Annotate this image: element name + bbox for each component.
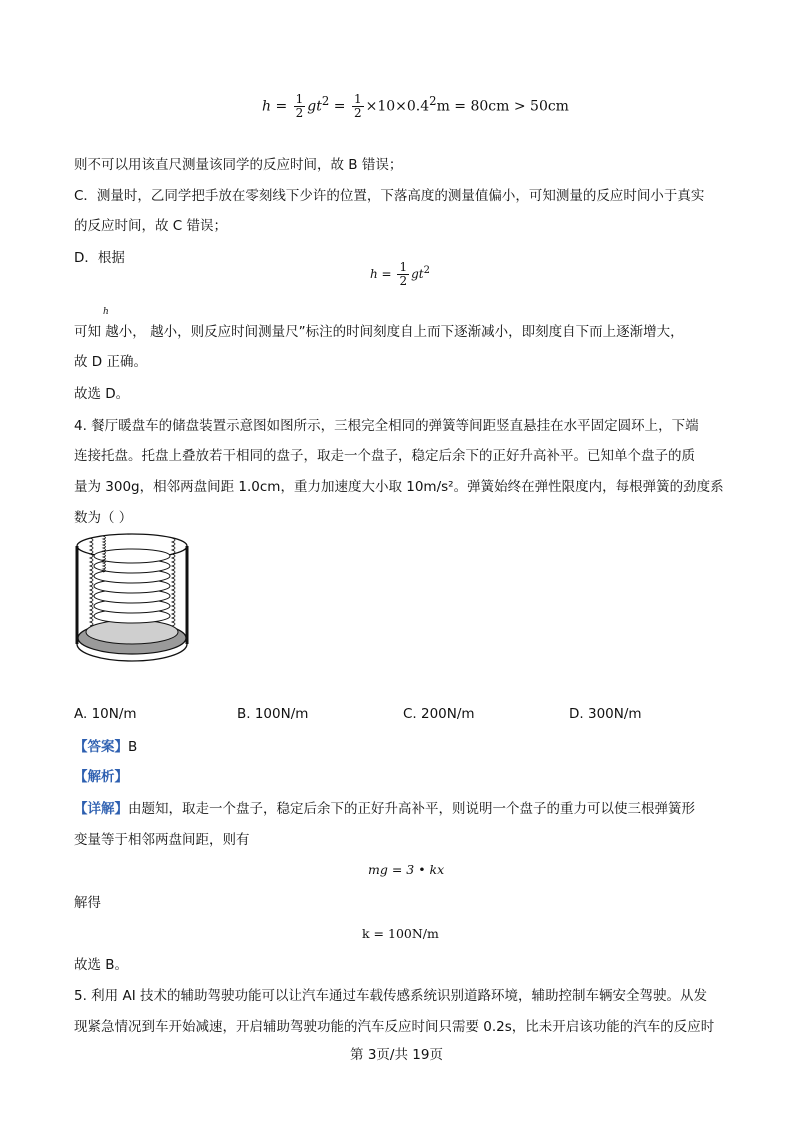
formula-h-half-gt2 xyxy=(370,261,430,288)
q4-line-3: 量为 300g，相邻两盘间距 1.0cm，重力加速度大小取 10m/s²。弹簧始终在弹性限度内，每根弹簧的劲度系 xyxy=(74,479,724,495)
q5-line-1: 5. 利用 AI 技术的辅助驾驶功能可以让汽车通过车载传感系统识别道路环境，辅助控制车辆安全驾驶。从发 xyxy=(74,988,707,1004)
formula2-gt: gt xyxy=(411,267,424,281)
q4-line-1: 4. 餐厅暖盘车的储盘装置示意图如图所示，三根完全相同的弹簧等间距竖直悬挂在水平固定圆环上，下端 xyxy=(74,418,699,434)
formula-eq: = xyxy=(329,98,350,115)
answer-tag: 【答案】 xyxy=(74,739,128,755)
fraction-half-3 xyxy=(397,261,409,288)
analysis-line xyxy=(74,767,128,787)
formula-sup: 2 xyxy=(321,93,330,108)
formula-tail: m = 80cm > 50cm xyxy=(436,98,569,115)
line-choose-b: 故选 B。 xyxy=(74,957,129,973)
option-a[interactable]: A. 10N/m xyxy=(74,706,137,722)
formula-sup2: 2 xyxy=(429,93,437,108)
option-d[interactable]: D. 300N/m xyxy=(569,706,642,722)
line-d-1: 可知 越小， 越小，则反应时间测量尺”标注的时间刻度自上而下逐渐减小，即刻度自下而上逐渐增大， xyxy=(74,324,684,340)
formula2-lhs: h = xyxy=(370,267,392,281)
formula2-sup: 2 xyxy=(423,265,430,276)
detail-tag: 【详解】 xyxy=(74,801,128,817)
formula-k-result: k = 100N/m xyxy=(362,926,439,941)
analysis-tag: 【解析】 xyxy=(74,769,128,785)
formula-mg-3kx: mg = 3 • kx xyxy=(368,862,445,877)
frac3-num: 1 xyxy=(399,260,408,274)
line-b-wrong: 则不可以用该直尺测量该同学的反应时间，故 B 错误； xyxy=(74,157,403,173)
line-c-1: C．测量时，乙同学把手放在零刻线下少许的位置，下落高度的测量值偏小，可知测量的反应时间小于真实 xyxy=(74,188,705,204)
answer-line xyxy=(74,737,137,757)
option-b[interactable]: B. 100N/m xyxy=(237,706,309,722)
fraction-half xyxy=(294,93,306,120)
detail-line-2: 变量等于相邻两盘间距，则有 xyxy=(74,832,250,848)
frac-num: 1 xyxy=(295,92,304,106)
tiny-h-label: h xyxy=(103,307,109,317)
formula-free-fall xyxy=(262,93,569,120)
q5-line-2: 现紧急情况到车开始减速，开启辅助驾驶功能的汽车反应时间只需要 0.2s，比未开启该功能的汽车的反应时 xyxy=(74,1019,715,1035)
q4-line-4: 数为（ ） xyxy=(74,510,133,526)
option-c[interactable]: C. 200N/m xyxy=(403,706,475,722)
line-choose-d: 故选 D。 xyxy=(74,386,130,402)
detail-text-1: 由题知，取走一个盘子，稳定后余下的正好升高补平，则说明一个盘子的重力可以使三根弹簧形 xyxy=(128,801,695,817)
line-d-label: D．根据 xyxy=(74,250,125,266)
frac2-num: 1 xyxy=(353,92,362,106)
formula-rest: ×10×0.4 xyxy=(365,98,430,115)
answer-value: B xyxy=(128,739,138,755)
q4-line-2: 连接托盘。托盘上叠放若干相同的盘子，取走一个盘子，稳定后余下的正好升高补平。已知单个盘子的质 xyxy=(74,448,695,464)
frac2-den: 2 xyxy=(353,106,362,120)
frac-den: 2 xyxy=(295,106,304,120)
fraction-half-2 xyxy=(352,93,364,120)
frac3-den: 2 xyxy=(399,274,408,288)
page-footer: 第 3页/共 19页 xyxy=(350,1047,443,1063)
line-c-2: 的反应时间，故 C 错误； xyxy=(74,218,228,234)
formula-gt: gt xyxy=(307,98,322,115)
line-d-2: 故 D 正确。 xyxy=(74,354,147,370)
detail-line-1 xyxy=(74,799,695,819)
line-solve: 解得 xyxy=(74,895,101,911)
plate-warmer-figure xyxy=(70,526,194,676)
formula-lhs: h = xyxy=(262,98,288,115)
